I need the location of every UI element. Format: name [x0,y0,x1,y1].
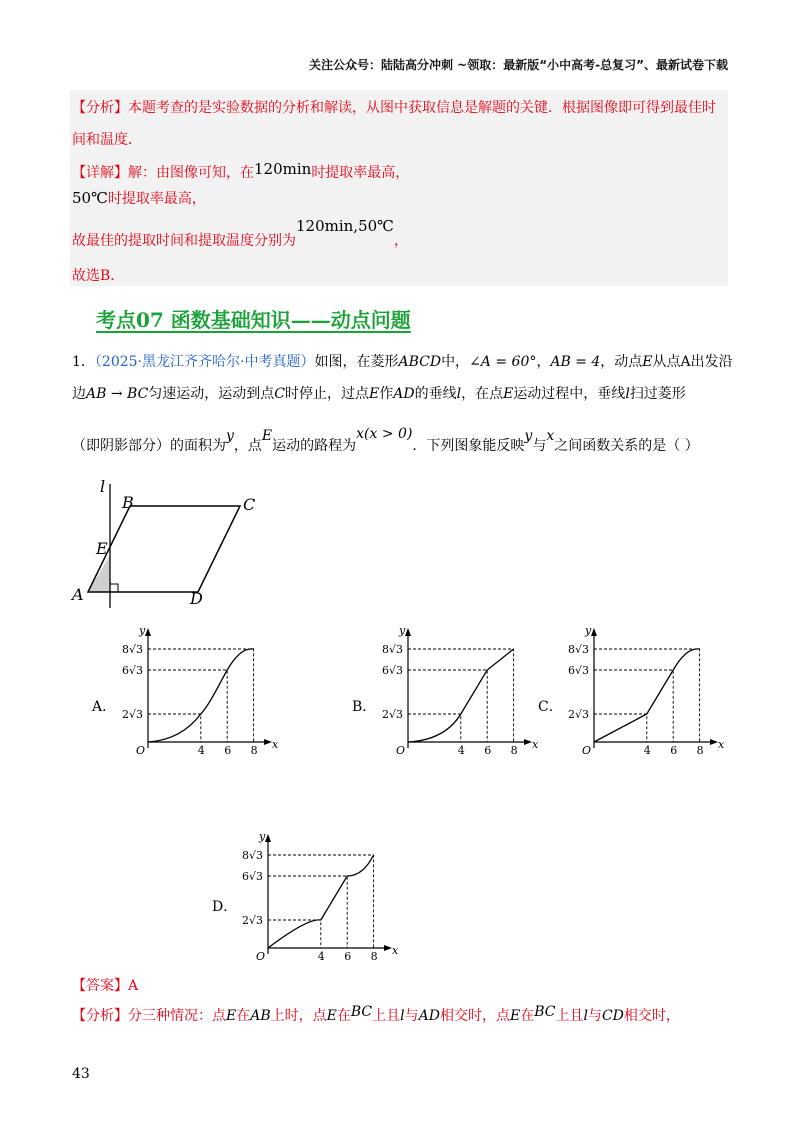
label-e: E [96,539,108,558]
tick-x-8: 8 [510,744,518,757]
a2-math: l [583,1008,588,1024]
tick-x-6: 6 [484,744,492,757]
q-text: 的垂线 [414,386,457,402]
tick-y-6root3: 6√3 [568,664,590,677]
a2-text: 上且 [555,1008,584,1024]
detail-line-2 [72,188,206,209]
detail-text: 时提取率最高， [311,165,410,181]
a2-text: 上且 [372,1008,401,1024]
graph-option-b [372,624,539,757]
question-source: （2025·黑龙江齐齐哈尔·中考真题） [94,354,315,370]
graph-option-d [232,830,399,963]
q-math: x(x > 0) [356,426,413,442]
graph-option-c [558,624,725,757]
tick-y-6root3: 6√3 [382,664,404,677]
x-axis-arrow [264,739,272,745]
math-120min: 120min [254,160,312,178]
a2-math: BC [534,1004,556,1020]
rhombus-figure [60,470,280,620]
analysis2-line [72,1006,680,1026]
tick-y-8root3: 8√3 [568,643,590,656]
a2-text: 相交时， [623,1008,680,1024]
analysis2-tag: 【分析】 [72,1008,128,1024]
a2-text: 相交时，点 [439,1008,510,1024]
detail-line-4: 故选B． [72,268,125,284]
a2-math: BC [350,1004,373,1020]
math-120min-50c: 120min,50℃ [296,217,394,235]
q-text: 作 [379,386,394,402]
page-number: 43 [72,1066,90,1082]
a2-text: 在 [520,1008,535,1024]
a2-math: l [400,1008,405,1024]
question-line-1 [72,352,733,372]
label-l: l [100,477,106,496]
section-title: 考点07 函数基础知识——动点问题 [96,308,411,332]
q-text: 运动的路程为 [272,438,357,454]
y-axis-label: y [585,624,592,637]
guide-2 [148,714,201,742]
q-math: E [503,386,514,402]
q-math: C [274,386,286,402]
a2-text: 上时，点 [270,1008,327,1024]
q-math: E [261,428,273,444]
detail-text: ， [393,233,408,249]
detail-tag: 【详解】 [72,165,128,181]
option-c-label[interactable]: C． [538,699,563,715]
tick-y-8root3: 8√3 [122,643,144,656]
a2-text: 分三种情况：点 [128,1008,226,1024]
q-text: 运动过程中，垂线 [513,386,626,402]
q-text: 中， [441,354,470,370]
q-text: ， [536,354,551,370]
q-text: 之间函数关系的是（ ） [554,438,699,454]
tick-y-6root3: 6√3 [122,664,144,677]
y-axis-arrow [145,628,151,636]
tick-y-2root3: 2√3 [242,914,264,927]
a2-math: E [226,1008,237,1024]
q-text: 匀速运动，运动到点 [148,386,275,402]
q-math: ∠A = 60° [469,354,537,370]
y-axis-label: y [399,624,406,637]
tick-y-2root3: 2√3 [568,708,590,721]
q-text: 时停止，过点 [285,386,370,402]
x-axis-arrow [384,945,392,951]
guide-2 [408,714,461,742]
tick-y-2root3: 2√3 [122,708,144,721]
answer-line [72,976,138,996]
q-math: AB → BC [86,386,149,402]
a2-text: 在 [336,1008,351,1024]
page-header: 关注公众号：陆陆高分冲刺 ~领取：最新版“小中高考-总复习”、最新试卷下载 [309,58,728,72]
q-text: ，点 [233,438,262,454]
guide-6 [594,670,673,742]
label-c: C [243,495,256,514]
a2-math: E [509,1008,521,1024]
q-text: ，动点 [600,354,643,370]
option-a-label[interactable]: A． [92,699,117,715]
q-math: AB = 4 [550,354,601,370]
q-text: 与 [532,438,547,454]
question-line-2 [72,384,686,404]
tick-x-6: 6 [344,950,352,963]
analysis-line-2: 间和温度． [72,132,142,148]
q-text: ，在点 [461,386,504,402]
guide-6 [408,670,487,742]
rhombus [88,506,240,592]
tick-y-2root3: 2√3 [382,708,404,721]
a2-text: 在 [236,1008,251,1024]
tick-x-4: 4 [197,744,205,757]
option-b-label[interactable]: B． [352,699,377,715]
q-text: 边 [72,386,86,402]
a2-math: AD [418,1008,440,1024]
a2-text: 与 [404,1008,419,1024]
tick-y-8root3: 8√3 [242,849,264,862]
origin-label: O [582,744,592,757]
tick-x-4: 4 [643,744,651,757]
option-d-label[interactable]: D． [212,899,238,915]
y-axis-label: y [259,830,266,843]
tick-x-8: 8 [696,744,704,757]
origin-label: O [396,744,406,757]
x-axis-arrow [710,739,718,745]
q-math: ABCD [398,354,442,370]
q-math: E [369,386,380,402]
graph-option-a [112,624,279,757]
q-math: AD [393,386,415,402]
analysis-tag: 【分析】 [72,100,128,116]
detail-line-3 [72,217,408,251]
analysis-text-1: 本题考查的是实验数据的分析和解读，从图中获取信息是解题的关键．根据图像即可得到最佳时 [128,100,716,116]
y-axis-arrow [405,628,411,636]
q-math: y [524,428,533,444]
a2-math: E [326,1008,337,1024]
detail-text: 解：由图像可知，在 [128,165,254,181]
question-line-3 [72,426,699,456]
a2-text: 与 [587,1008,602,1024]
detail-text: 故最佳的提取时间和提取温度分别为 [72,233,296,249]
analysis-line-1 [72,98,716,118]
answer-tag: 【答案】 [72,978,128,994]
q-math: l [625,386,630,402]
guide-2 [268,920,321,948]
q-text: 如图，在菱形 [314,354,399,370]
tick-x-6: 6 [670,744,678,757]
label-b: B [122,493,134,512]
q-math: l [456,386,462,402]
guide-6 [268,876,347,948]
tick-x-4: 4 [317,950,325,963]
q-text: ．下列图象能反映 [412,438,525,454]
y-axis-label: y [139,624,146,637]
right-angle-mark [110,584,118,592]
tick-x-8: 8 [370,950,378,963]
q-math: y [226,428,234,444]
answer-value: A [128,978,139,994]
origin-label: O [256,950,266,963]
q-math: x [546,428,555,444]
x-axis-label: x [532,738,539,751]
tick-y-6root3: 6√3 [242,870,264,883]
x-axis-label: x [392,944,399,957]
a2-math: CD [601,1008,624,1024]
label-a: A [72,585,84,604]
detail-text: 时提取率最高， [107,191,206,207]
guide-6 [148,670,227,742]
q-text: 扫过菱形 [629,386,686,402]
math-50c: 50℃ [72,189,108,207]
x-axis-label: x [718,738,725,751]
tick-x-6: 6 [224,744,232,757]
question-number: 1． [72,354,95,370]
q-text: （即阴影部分）的面积为 [72,438,226,454]
detail-line-1 [72,162,409,183]
x-axis-arrow [524,739,532,745]
q-math: E [642,354,653,370]
y-axis-arrow [265,834,271,842]
y-axis-arrow [591,628,597,636]
a2-math: AB [250,1008,271,1024]
tick-x-8: 8 [250,744,258,757]
q-text: 从点A出发沿 [652,354,733,370]
label-d: D [190,589,203,608]
x-axis-label: x [272,738,279,751]
tick-y-8root3: 8√3 [382,643,404,656]
origin-label: O [136,744,146,757]
tick-x-4: 4 [457,744,465,757]
